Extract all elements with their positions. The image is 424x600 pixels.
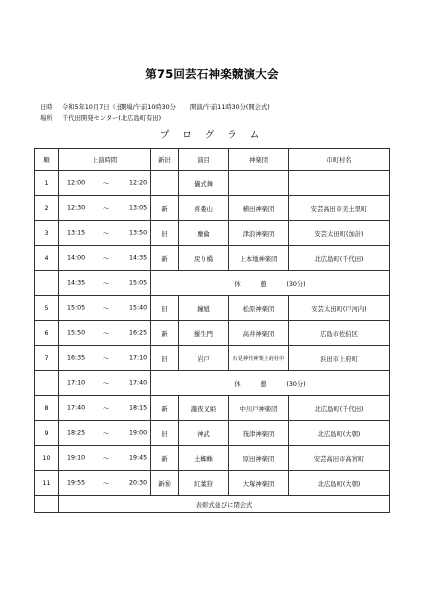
- time-cell: [59, 446, 151, 471]
- open-time: 開場/午前10時30分: [120, 104, 176, 111]
- order-cell: 8: [35, 396, 59, 421]
- type-cell: 新: [151, 321, 179, 346]
- header-troupe: 神楽団: [229, 149, 289, 171]
- troupe-cell: 原田神楽団: [229, 446, 289, 471]
- start-time-text: 15:50: [67, 329, 86, 337]
- place-label: 場所: [40, 115, 53, 122]
- troupe-cell: [229, 171, 289, 196]
- break-cell: [151, 271, 390, 296]
- title-cell: 土蜘蛛: [179, 446, 229, 471]
- type-cell: 旧: [151, 221, 179, 246]
- troupe-cell: 石見神代神楽上府社中: [229, 346, 289, 371]
- tilde-text: ～: [103, 305, 110, 313]
- time-cell: [59, 346, 151, 371]
- time-cell: [59, 246, 151, 271]
- end-time-text: 20:30: [129, 479, 148, 487]
- table-header-row: [35, 149, 390, 171]
- city-cell: 安芸太田町(加計): [289, 221, 390, 246]
- table-row: [35, 446, 390, 471]
- title-cell: 戻り橋: [179, 246, 229, 271]
- title-cell: 儀式舞: [179, 171, 229, 196]
- city-cell: 安芸高田市美土里町: [289, 196, 390, 221]
- header-order: 順: [35, 149, 59, 171]
- title-cell: 塵倫: [179, 221, 229, 246]
- time-cell: [59, 221, 151, 246]
- troupe-cell: 中川戸神楽団: [229, 396, 289, 421]
- break-label: 休: [234, 280, 241, 288]
- header-type: 新旧: [151, 149, 179, 171]
- time-cell: [59, 271, 151, 296]
- time-cell: [59, 371, 151, 396]
- table-row: [35, 296, 390, 321]
- tilde-text: ～: [103, 330, 110, 338]
- time-cell: [59, 396, 151, 421]
- time-cell: [59, 471, 151, 496]
- city-cell: 北広島町(千代田): [289, 396, 390, 421]
- time-cell: [59, 196, 151, 221]
- order-cell: [35, 496, 59, 513]
- order-cell: 2: [35, 196, 59, 221]
- start-time-text: 14:35: [67, 279, 86, 287]
- break-row: [35, 271, 390, 296]
- troupe-cell: 大塚神楽団: [229, 471, 289, 496]
- start-time-text: 16:35: [67, 354, 86, 362]
- header-title: 演目: [179, 149, 229, 171]
- page-title: 第75回芸石神楽競演大会: [145, 67, 279, 81]
- table-row: [35, 221, 390, 246]
- tilde-text: ～: [103, 430, 110, 438]
- order-cell: [35, 271, 59, 296]
- end-time-text: 13:05: [129, 204, 148, 212]
- start-time-text: 18:25: [67, 429, 86, 437]
- break-duration: (30分): [286, 280, 306, 288]
- title-cell: 鐘馗: [179, 296, 229, 321]
- type-cell: 旧: [151, 346, 179, 371]
- closing-cell: 表彰式並びに閉会式: [59, 496, 390, 513]
- header-time: 上演時間: [59, 149, 151, 171]
- city-cell: 安芸太田町(戸河内): [289, 296, 390, 321]
- type-cell: 新: [151, 446, 179, 471]
- end-time-text: 19:00: [129, 429, 148, 437]
- start-time-text: 19:55: [67, 479, 86, 487]
- tilde-text: ～: [103, 380, 110, 388]
- type-cell: 新: [151, 196, 179, 221]
- time-cell: [59, 421, 151, 446]
- end-time-text: 13:50: [129, 229, 148, 237]
- start-time-text: 12:00: [67, 179, 86, 187]
- tilde-text: ～: [103, 180, 110, 188]
- start-time-text: 15:05: [67, 304, 86, 312]
- table-row: [35, 346, 390, 371]
- end-time-text: 16:25: [129, 329, 148, 337]
- title-cell: 瀧夜叉姫: [179, 396, 229, 421]
- start-time-text: 19:10: [67, 454, 86, 462]
- type-cell: 新: [151, 246, 179, 271]
- end-time-text: 12:20: [129, 179, 148, 187]
- type-cell: 新㊗: [151, 471, 179, 496]
- type-cell: [151, 171, 179, 196]
- city-cell: 北広島町(千代田): [289, 246, 390, 271]
- order-cell: 9: [35, 421, 59, 446]
- break-row: [35, 371, 390, 396]
- tilde-text: ～: [103, 280, 110, 288]
- order-cell: [35, 371, 59, 396]
- start-time-text: 17:10: [67, 379, 86, 387]
- start-time-text: 14:00: [67, 254, 86, 262]
- table-row: [35, 246, 390, 271]
- break-label-2: 憩: [260, 380, 267, 388]
- end-time-text: 19:45: [129, 454, 148, 462]
- tilde-text: ～: [103, 455, 110, 463]
- table-row: [35, 471, 390, 496]
- end-time-text: 15:40: [129, 304, 148, 312]
- city-cell: 浜田市上府町: [289, 346, 390, 371]
- city-cell: 安芸高田市高宮町: [289, 446, 390, 471]
- tilde-text: ～: [103, 355, 110, 363]
- order-cell: 6: [35, 321, 59, 346]
- tilde-text: ～: [103, 405, 110, 413]
- break-duration: (30分): [286, 380, 306, 388]
- date-line: [40, 102, 270, 111]
- troupe-cell: 津浪神楽団: [229, 221, 289, 246]
- troupe-cell: 横田神楽団: [229, 196, 289, 221]
- place-line: [40, 113, 161, 122]
- order-cell: 3: [35, 221, 59, 246]
- table-row: [35, 421, 390, 446]
- tilde-text: ～: [103, 255, 110, 263]
- title-cell: 羅生門: [179, 321, 229, 346]
- troupe-cell: 筏津神楽団: [229, 421, 289, 446]
- end-time-text: 14:35: [129, 254, 148, 262]
- start-time-text: 17:40: [67, 404, 86, 412]
- order-cell: 11: [35, 471, 59, 496]
- title-cell: 紅葉狩: [179, 471, 229, 496]
- place-value: 千代田開発センター(北広島町有田): [62, 115, 162, 122]
- header-city: 市町村名: [289, 149, 390, 171]
- date-label: 日時: [40, 104, 53, 111]
- city-cell: [289, 171, 390, 196]
- title-cell: 岩戸: [179, 346, 229, 371]
- order-cell: 5: [35, 296, 59, 321]
- end-time-text: 17:40: [129, 379, 148, 387]
- end-time-text: 15:05: [129, 279, 148, 287]
- city-cell: 北広島町(大朝): [289, 421, 390, 446]
- end-time-text: 18:15: [129, 404, 148, 412]
- time-cell: [59, 296, 151, 321]
- time-cell: [59, 171, 151, 196]
- break-label-2: 憩: [260, 280, 267, 288]
- order-cell: 4: [35, 246, 59, 271]
- time-cell: [59, 321, 151, 346]
- city-cell: 広島市佐伯区: [289, 321, 390, 346]
- tilde-text: ～: [103, 480, 110, 488]
- type-cell: 旧: [151, 296, 179, 321]
- tilde-text: ～: [103, 230, 110, 238]
- program-heading: プ ロ グ ラ ム: [159, 130, 265, 141]
- title-cell: 神武: [179, 421, 229, 446]
- table-row: [35, 321, 390, 346]
- schedule-table: [34, 148, 390, 513]
- order-cell: 10: [35, 446, 59, 471]
- table-row: [35, 171, 390, 196]
- troupe-cell: 高井神楽団: [229, 321, 289, 346]
- troupe-cell: 松原神楽団: [229, 296, 289, 321]
- title-cell: 喜婁山: [179, 196, 229, 221]
- order-cell: 1: [35, 171, 59, 196]
- type-cell: 旧: [151, 421, 179, 446]
- type-cell: 新: [151, 396, 179, 421]
- table-row: [35, 196, 390, 221]
- closing-row: [35, 496, 390, 513]
- date-value: 令和5年10月7日（土）: [62, 104, 129, 111]
- tilde-text: ～: [103, 205, 110, 213]
- start-time: 開演/午前11時30分(開会式): [190, 104, 270, 111]
- end-time-text: 17:10: [129, 354, 148, 362]
- break-cell: [151, 371, 390, 396]
- order-cell: 7: [35, 346, 59, 371]
- table-row: [35, 396, 390, 421]
- start-time-text: 12:30: [67, 204, 86, 212]
- start-time-text: 13:15: [67, 229, 86, 237]
- troupe-cell: 上本地神楽団: [229, 246, 289, 271]
- city-cell: 北広島町(大朝): [289, 471, 390, 496]
- break-label: 休: [234, 380, 241, 388]
